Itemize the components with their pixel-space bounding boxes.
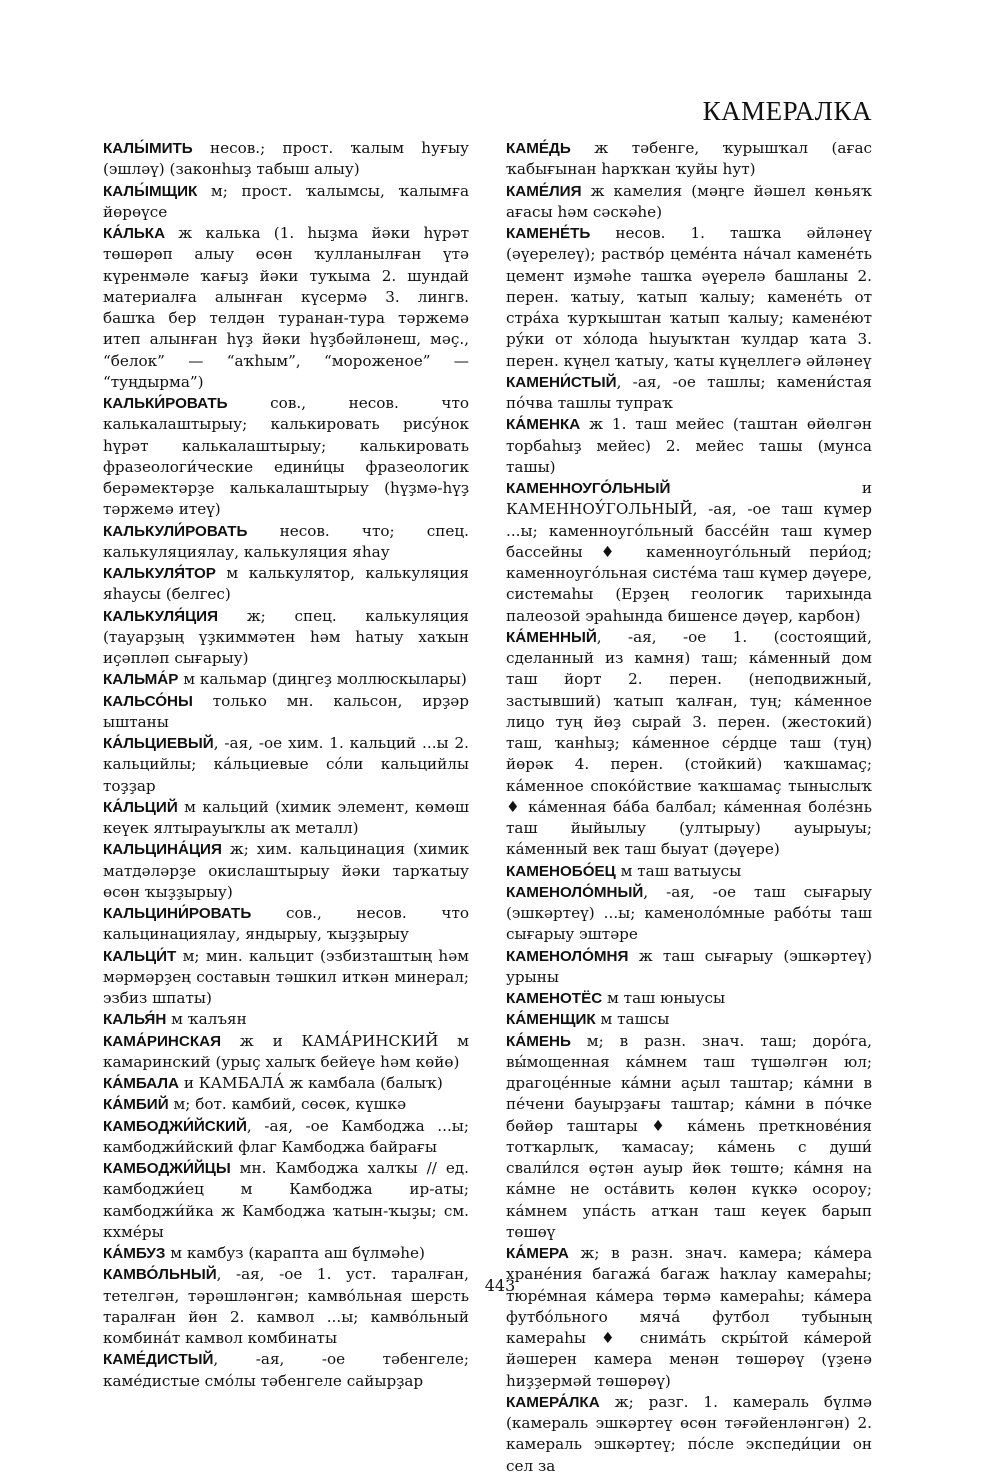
entry-headword: КАМЕ́ДИСТЫЙ [103,1351,214,1369]
entry-definition: ж; в разн. знач. камера; ка́мера хране́ния багажа́ багаж һаҡлау камераһы; тюре́мная ка́мера төрмә камераһы; ка́мера футбо́льного мяча́ футбол тубының камераһы ♦ снима́ть скры́той ка́мерой йәшерен камера менән төшөрөү (үҙенә һиҙҙермәй төшөрөү) [506,1244,872,1390]
entry-headword: КАЛЬСО́НЫ [103,692,193,710]
dictionary-entry [103,1009,469,1030]
dictionary-entry [103,733,469,797]
dictionary-entry [103,946,469,1010]
entry-definition: несов. 1. ташҡа әйләнеү (әүерелеү); раство́р цеме́нта на́чал камене́ть цемент иҙмәһе ташҡа әүерелә башланы 2. перен. ҡатыу, ҡатып ҡалыу; камене́ть от стра́ха ҡурҡыштан ҡатып ҡалыу; камене́ют ру́ки от хо́лода һыуыҡтан ҡулдар ҡата 3. перен. күңел ҡатыу, ҡаты күңеллегә әйләнеү [506,224,872,370]
entry-definition: ж; спец. калькуляция (тауарҙың үҙкиммәтен һәм һатыу хаҡын иҫәпләп сығарыу) [103,606,469,667]
entry-headword: КАЛЬКУЛЯ́ТОР [103,565,216,582]
running-header: КАМЕРАЛКА [702,96,872,126]
dictionary-entry [506,861,872,882]
entry-definition: , -ая, -ое 1. (состоящий, сделанный из камня) таш; ка́менный дом таш йорт 2. перен. (неподвижный, застывший) ҡатып ҡалған, туң; ка́менное лицо туң йөҙ сырай 3. перен. (жестокий) таш, ҡанһыҙ; ка́менное се́рдце таш (туң) йөрәк 4. перен. (стойкий) ҡаҡшамаҫ; ка́менное споко́йствие ҡаҡшамаҫ тыныслыҡ ♦ ка́менная ба́ба балбал; ка́менная боле́знь таш йыйылыу (ултырыу) ауырыуы; ка́менный век таш быуат (дәүере) [506,627,872,859]
dictionary-entry [506,988,872,1009]
dictionary-entry [506,181,872,224]
dictionary-entry [103,903,469,946]
entry-definition: м ташсы [595,1010,670,1029]
entry-headword: КА́МБУЗ [103,1245,166,1262]
entry-definition: м ҡалъян [166,1010,247,1029]
entry-definition: несов. что; спец. калькуляциялау, калькуляция яһау [103,521,469,561]
entry-definition: м камбуз (карапта аш бүлмәһе) [165,1244,425,1262]
entry-definition: ж и КАМА́РИНСКИЙ м камаринский (урыҫ халыҡ бейеүе һәм көйө) [103,1031,469,1071]
entry-headword: КАЛЬКУЛИ́РОВАТЬ [103,522,248,540]
entry-headword: КАЛЬКИ́РОВАТЬ [103,395,228,412]
entry-headword: КАМЕНЕ́ТЬ [506,225,591,242]
dictionary-entry [103,1158,469,1243]
entry-headword: КАЛЬМА́Р [103,671,179,689]
dictionary-entry [506,1392,872,1477]
entry-definition: только мн. кальсон, ирҙәр ыштаны [103,691,469,731]
entry-definition: ж; хим. кальцинация (химик матдәләрҙе окислаштырыу йәки тарҡатыу өсөн ҡыҙҙырыу) [103,840,469,901]
entry-headword: КА́МЕНКА [506,416,581,434]
dictionary-entry [506,946,872,989]
dictionary-entry [103,1243,469,1264]
left-column [103,138,469,1392]
entry-definition: м; мин. кальцит (эзбизташтың һәм мәрмәрҙең составын тәшкил иткән минерал; эзбиз шпаты) [103,946,469,1007]
dictionary-entry [103,797,469,840]
entry-headword: КАМЕНОТЁС [506,990,603,1007]
entry-definition: м калькулятор, калькуляция яһаусы (белгес) [103,564,469,604]
entry-headword: КАМА́РИНСКАЯ [103,1032,221,1050]
entry-definition: сов., несов. что кальцинациялау, яндырыу, ҡыҙҙырыу [103,904,469,944]
entry-headword: КА́МЕННЫЙ [506,628,597,646]
entry-definition: м таш ватыусы [615,861,742,880]
dictionary-entry [103,1349,469,1392]
entry-headword: КАМЕННОУГО́ЛЬНЫЙ [506,480,671,497]
entry-headword: КА́МБИЙ [103,1096,169,1114]
dictionary-entry [103,1073,469,1094]
entry-definition: м; бот. камбий, сөсөк, күшкә [168,1095,407,1114]
entry-definition: м кальмар (диңгеҙ моллюскылары) [178,670,467,689]
dictionary-entry [103,691,469,734]
dictionary-entry [506,414,872,478]
entry-headword: КА́ЛЬЦИЕВЫЙ [103,735,214,752]
dictionary-entry [506,372,872,415]
dictionary-entry [103,1116,469,1159]
entry-definition: м; прост. ҡалымсы, ҡалымға йөрөүсе [103,181,469,221]
entry-headword: КА́МЕНЬ [506,1032,571,1050]
entry-definition: ж 1. таш мейес (таштан өйөлгән торбаһыҙ мейес) 2. мейес ташы (мунса ташы) [506,415,872,476]
entry-headword: КА́МБАЛА [103,1075,180,1092]
entry-headword: КАМЕНОБО́ЕЦ [506,862,616,880]
entry-headword: КА́МЕРА [506,1245,569,1262]
entry-definition: , -ая, -ое хим. 1. кальций ...ы 2. кальцийлы; ка́льциевые со́ли кальцийлы тоҙҙар [103,734,469,795]
entry-headword: КАЛЫ́МИТЬ [103,140,193,157]
dictionary-entry [103,181,469,224]
entry-headword: КАМЕНОЛО́МНЫЙ [506,883,644,901]
entry-definition: и КАМБАЛА́ ж камбала (балыҡ) [179,1074,443,1092]
entry-definition: ж таш сығарыу (эшкәртеү) урыны [506,946,872,986]
entry-headword: КАМБОДЖИ́ЙСКИЙ [103,1117,247,1135]
dictionary-entry [506,1031,872,1244]
dictionary-entry [103,521,469,564]
entry-definition: , -ая, -ое Камбоджа ...ы; камбоджи́йский флаг Камбоджа байрағы [103,1116,469,1156]
dictionary-entry [506,627,872,861]
dictionary-entry [506,1009,872,1030]
entry-definition: м; в разн. знач. таш; доро́га, вы́мощенная ка́мнем таш түшәлгән юл; драгоце́нные ка́мни аҫыл таштар; ка́мни в пе́чени бауырҙағы таштар; ка́мни в по́чке бөйөр таштары ♦ ка́мень преткнове́ния тотҡарлыҡ, ҡамасау; ка́мень с души́ свали́лся өҫтән ауыр йөк төштө; ка́мня на ка́мне не оста́вить көлөн күккә осороу; ка́мнем упа́сть атҡан таш кеүек барып төшөү [506,1031,872,1241]
dictionary-entry [103,606,469,670]
entry-definition: и КАМЕННОУ́ГОЛЬНЫЙ, -ая, -ое таш күмер ...ы; каменноуго́льный бассе́йн таш күмер бассейны ♦ каменноуго́льный пери́од; каменноуго́льная систе́ма таш күмер дәүере, системаһы (Ерҙең геологик тарихында палеозой эраһында бишенсе дәүер, карбон) [506,479,872,625]
entry-headword: КАЛЬЦИНИ́РОВАТЬ [103,905,252,922]
dictionary-entry [103,669,469,690]
dictionary-entry [506,1243,872,1392]
dictionary-entry [103,1094,469,1115]
entry-headword: КА́МЕНЩИК [506,1011,596,1029]
entry-definition: м кальций (химик элемент, көмөш кеүек ялтырауыҡлы аҡ металл) [103,797,469,837]
dictionary-entry [506,478,872,627]
entry-definition: ж калька (1. һыҙма йәки һүрәт төшөрөп алыу өсөн ҡулланылған үтә күренмәле ҡағыҙ йәки туҡыма 2. шундай материалға алынған күсермә 3. лингв. башҡа бер телдән туранан-тура тәржемә итеп алынған һүҙ йәки һүҙбәйләнеш, мәҫ., “белок” — “аҡһым”, “мороженое” — “туңдырма”) [103,224,469,391]
entry-definition: , -ая, -ое ташлы; камени́стая по́чва ташлы тупраҡ [506,372,872,412]
entry-headword: КА́ЛЬКА [103,225,166,242]
dictionary-entry [506,882,872,946]
entry-definition: , -ая, -ое 1. уст. таралған, тетелгән, тәрәшләнгән; камво́льная шерсть таралған йөн 2. камвол ...ы; камво́льный комбина́т камвол комбинаты [103,1265,469,1347]
entry-definition: сов., несов. что калькалаштырыу; калькировать рису́нок һүрәт калькалаштырыу; калькировать фразеологи́ческие едини́цы фразеологик берәмектәрҙе калькалаштырыу (һүҙмә-һүҙ тәржемә итеү) [103,394,469,519]
entry-definition: , -ая, -ое таш сығарыу (эшкәртеү) ...ы; каменоло́мные рабо́ты таш сығарыу эштәре [506,882,872,944]
dictionary-entry [103,223,469,393]
page-number: 443 [484,1276,516,1295]
dictionary-entry [103,1031,469,1074]
dictionary-entry [506,138,872,181]
entry-headword: КАМБОДЖИ́ЙЦЫ [103,1160,231,1177]
entry-headword: КАМЕНИ́СТЫЙ [506,373,617,391]
entry-headword: КАМЕНОЛО́МНЯ [506,947,629,965]
entry-headword: КА́ЛЬЦИЙ [103,798,178,816]
entry-definition: ж тәбенге, ҡурышҡал (ағас ҡабығынан һарҡҡан ҡуйы һут) [506,139,872,179]
entry-definition: , -ая, -ое тәбенгеле; каме́дистые смо́лы тәбенгеле сайырҙар [103,1350,469,1390]
dictionary-entry [103,563,469,606]
dictionary-entry [103,839,469,903]
entry-definition: мн. Камбоджа халҡы // ед. камбоджи́ец м Камбоджа ир-аты; камбоджи́йка ж Камбоджа ҡатын-ҡыҙы; см. кхме́ры [103,1159,469,1241]
entry-headword: КАМЕ́ДЬ [506,140,571,157]
entry-headword: КАЛЫ́МЩИК [103,182,198,200]
dictionary-entry [103,138,469,181]
entry-definition: ж камелия (мәңге йәшел көньяҡ ағасы һәм сәскәһе) [506,181,872,221]
entry-definition: несов.; прост. ҡалым һуғыу (эшләү) (законһыҙ табыш алыу) [103,139,469,179]
dictionary-entry [506,223,872,372]
entry-headword: КАЛЬЦИНА́ЦИЯ [103,841,222,859]
entry-headword: КАЛЬЦИ́Т [103,947,177,965]
entry-headword: КАМВО́ЛЬНЫЙ [103,1266,217,1284]
entry-headword: КАЛЬЯ́Н [103,1011,167,1029]
entry-definition: м таш юныусы [602,989,726,1007]
entry-headword: КАМЕ́ЛИЯ [506,182,582,200]
entry-headword: КАМЕРА́ЛКА [506,1393,600,1411]
entry-headword: КАЛЬКУЛЯ́ЦИЯ [103,607,219,625]
entry-definition: ж; разг. 1. камераль бүлмә (камераль эшкәртеү өсөн тәғәйенләнгән) 2. камераль эшкәртеү; по́сле экспеди́ции он сел за [506,1392,872,1475]
dictionary-entry [103,393,469,521]
